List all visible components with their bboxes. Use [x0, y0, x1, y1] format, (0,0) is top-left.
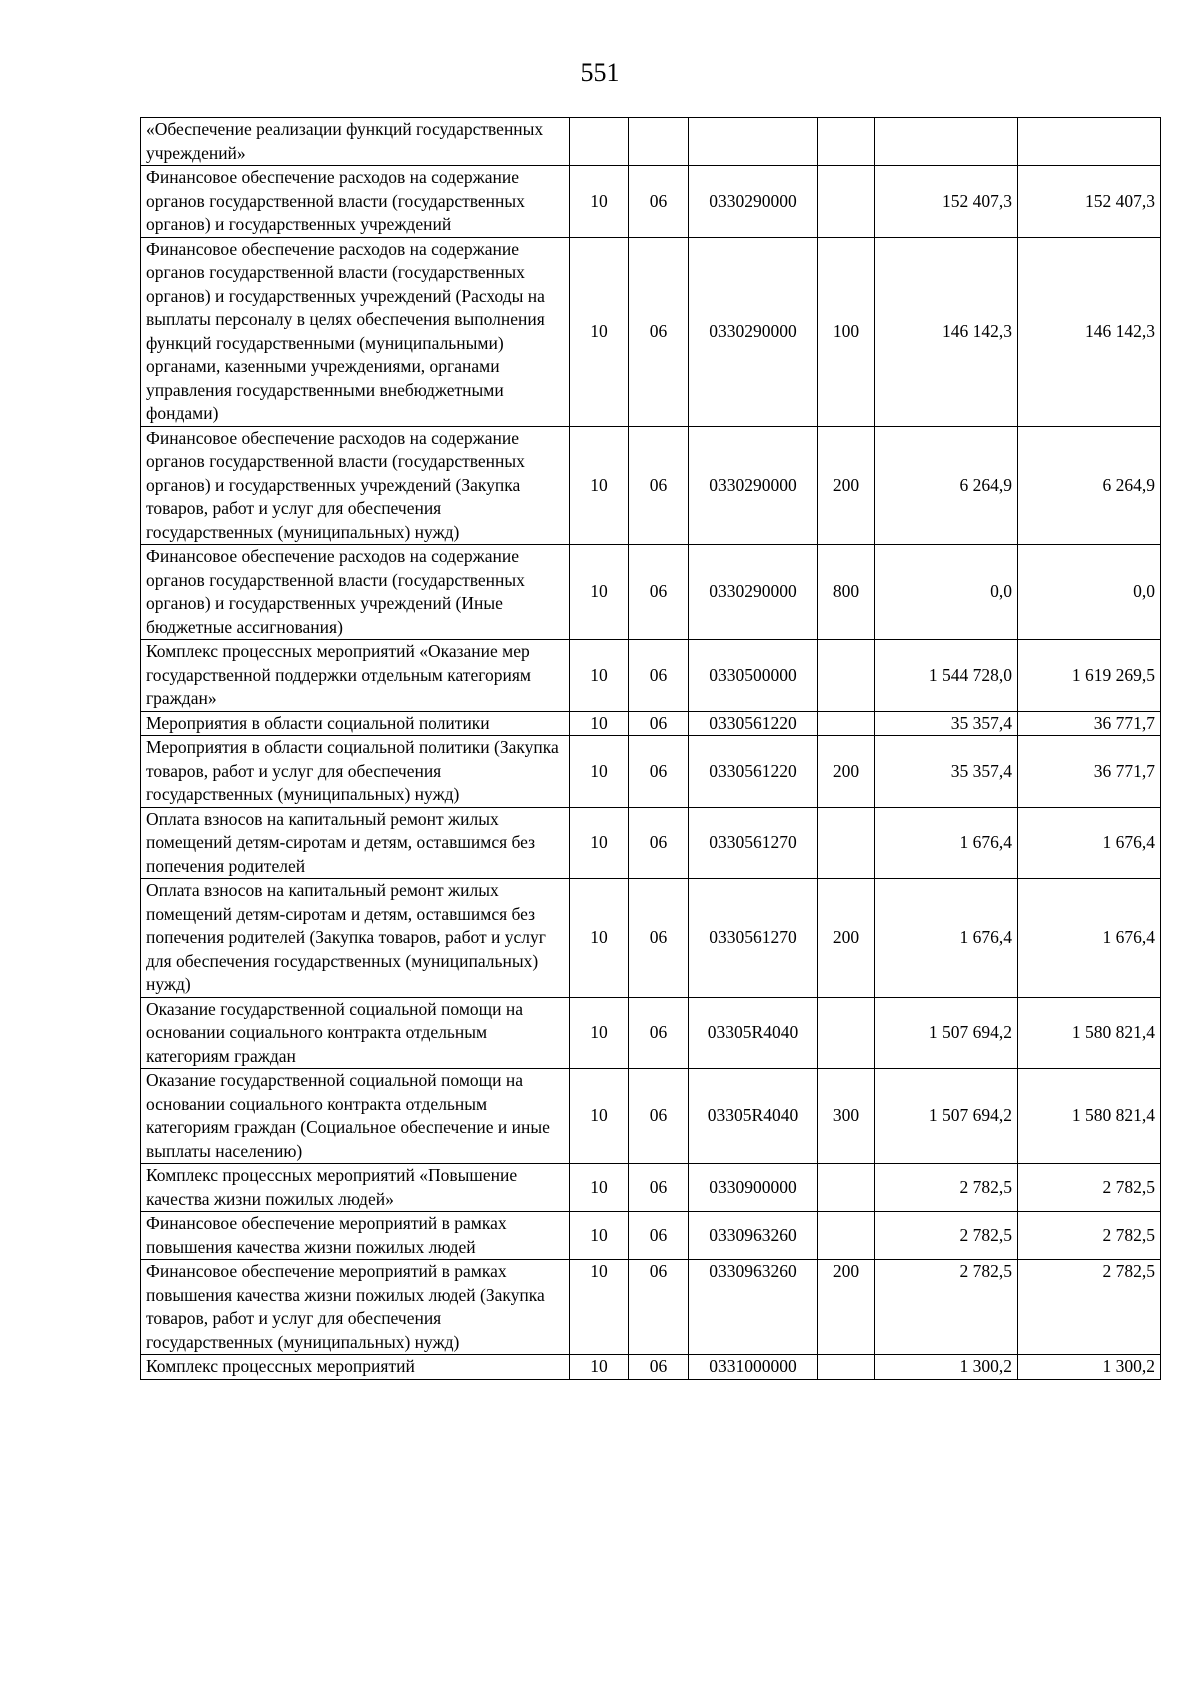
section-code: 10: [570, 545, 629, 640]
target-article-code: 0330963260: [689, 1260, 818, 1355]
row-name: Финансовое обеспечение мероприятий в рамках повышения качества жизни пожилых людей (Закупка товаров, работ и услуг для обеспечения государственных (муниципальных) нужд): [141, 1260, 570, 1355]
row-name: «Обеспечение реализации функций государственных учреждений»: [141, 118, 570, 166]
amount-year-1: 1 676,4: [875, 807, 1018, 879]
expense-type-code: 100: [818, 237, 875, 426]
amount-year-2: 2 782,5: [1018, 1164, 1161, 1212]
target-article-code: [689, 118, 818, 166]
target-article-code: 0330290000: [689, 426, 818, 545]
amount-year-1: 146 142,3: [875, 237, 1018, 426]
target-article-code: 0330561270: [689, 807, 818, 879]
subsection-code: 06: [629, 1260, 689, 1355]
subsection-code: 06: [629, 736, 689, 808]
row-name: Комплекс процессных мероприятий «Повышение качества жизни пожилых людей»: [141, 1164, 570, 1212]
table-row: [141, 879, 1161, 998]
row-name: Мероприятия в области социальной политики (Закупка товаров, работ и услуг для обеспечения государственных (муниципальных) нужд): [141, 736, 570, 808]
amount-year-2: 152 407,3: [1018, 166, 1161, 238]
row-name: Комплекс процессных мероприятий «Оказание мер государственной поддержки отдельным категориям граждан»: [141, 640, 570, 712]
table-row: [141, 736, 1161, 808]
amount-year-2: 1 619 269,5: [1018, 640, 1161, 712]
subsection-code: 06: [629, 711, 689, 736]
section-code: 10: [570, 640, 629, 712]
amount-year-1: 35 357,4: [875, 736, 1018, 808]
section-code: 10: [570, 237, 629, 426]
row-name: Финансовое обеспечение расходов на содержание органов государственной власти (государственных органов) и государственных учреждений (Расходы на выплаты персоналу в целях обеспечения выполнения функций государственными (муниципальными) органами, казенными учреждениями, органами управления государственными внебюджетными фондами): [141, 237, 570, 426]
section-code: 10: [570, 1260, 629, 1355]
section-code: 10: [570, 1069, 629, 1164]
table-row: [141, 1212, 1161, 1260]
amount-year-1: 0,0: [875, 545, 1018, 640]
amount-year-2: 2 782,5: [1018, 1212, 1161, 1260]
amount-year-1: 152 407,3: [875, 166, 1018, 238]
expense-type-code: [818, 997, 875, 1069]
row-name: Финансовое обеспечение расходов на содержание органов государственной власти (государственных органов) и государственных учреждений (Закупка товаров, работ и услуг для обеспечения государственных (муниципальных) нужд): [141, 426, 570, 545]
target-article-code: 0330500000: [689, 640, 818, 712]
amount-year-1: 1 544 728,0: [875, 640, 1018, 712]
section-code: 10: [570, 736, 629, 808]
subsection-code: 06: [629, 1164, 689, 1212]
subsection-code: 06: [629, 237, 689, 426]
amount-year-2: 2 782,5: [1018, 1260, 1161, 1355]
amount-year-1: 2 782,5: [875, 1212, 1018, 1260]
table-row: [141, 711, 1161, 736]
table-row: [141, 118, 1161, 166]
target-article-code: 0330561270: [689, 879, 818, 998]
target-article-code: 03305R4040: [689, 1069, 818, 1164]
table-row: [141, 545, 1161, 640]
target-article-code: 0330561220: [689, 711, 818, 736]
row-name: Оказание государственной социальной помощи на основании социального контракта отдельным категориям граждан: [141, 997, 570, 1069]
expense-type-code: 200: [818, 736, 875, 808]
amount-year-2: 1 300,2: [1018, 1355, 1161, 1380]
expense-type-code: [818, 640, 875, 712]
expense-type-code: [818, 166, 875, 238]
table-row: [141, 1260, 1161, 1355]
section-code: 10: [570, 166, 629, 238]
table-body: [141, 118, 1161, 1380]
amount-year-2: 1 580 821,4: [1018, 997, 1161, 1069]
row-name: Финансовое обеспечение мероприятий в рамках повышения качества жизни пожилых людей: [141, 1212, 570, 1260]
amount-year-2: 6 264,9: [1018, 426, 1161, 545]
section-code: 10: [570, 1355, 629, 1380]
target-article-code: 0330290000: [689, 237, 818, 426]
target-article-code: 0330290000: [689, 166, 818, 238]
row-name: Комплекс процессных мероприятий: [141, 1355, 570, 1380]
amount-year-2: 1 580 821,4: [1018, 1069, 1161, 1164]
amount-year-2: 146 142,3: [1018, 237, 1161, 426]
section-code: 10: [570, 997, 629, 1069]
amount-year-2: 1 676,4: [1018, 879, 1161, 998]
amount-year-2: 1 676,4: [1018, 807, 1161, 879]
target-article-code: 0331000000: [689, 1355, 818, 1380]
subsection-code: 06: [629, 879, 689, 998]
page-number: 551: [580, 58, 620, 87]
expense-type-code: 200: [818, 1260, 875, 1355]
target-article-code: 0330900000: [689, 1164, 818, 1212]
amount-year-1: 2 782,5: [875, 1260, 1018, 1355]
amount-year-1: 1 676,4: [875, 879, 1018, 998]
target-article-code: 0330963260: [689, 1212, 818, 1260]
row-name: Мероприятия в области социальной политики: [141, 711, 570, 736]
target-article-code: 0330290000: [689, 545, 818, 640]
section-code: 10: [570, 1212, 629, 1260]
row-name: Финансовое обеспечение расходов на содержание органов государственной власти (государственных органов) и государственных учреждений: [141, 166, 570, 238]
table-row: [141, 237, 1161, 426]
amount-year-1: 1 507 694,2: [875, 1069, 1018, 1164]
table-row: [141, 640, 1161, 712]
expense-type-code: [818, 711, 875, 736]
section-code: 10: [570, 1164, 629, 1212]
amount-year-1: 2 782,5: [875, 1164, 1018, 1212]
expense-type-code: 300: [818, 1069, 875, 1164]
expense-type-code: 200: [818, 879, 875, 998]
table-row: [141, 426, 1161, 545]
amount-year-1: 1 300,2: [875, 1355, 1018, 1380]
amount-year-2: 36 771,7: [1018, 736, 1161, 808]
target-article-code: 03305R4040: [689, 997, 818, 1069]
amount-year-2: [1018, 118, 1161, 166]
expense-type-code: [818, 1212, 875, 1260]
table-row: [141, 997, 1161, 1069]
budget-table: [140, 117, 1161, 1380]
amount-year-2: 36 771,7: [1018, 711, 1161, 736]
amount-year-1: 1 507 694,2: [875, 997, 1018, 1069]
section-code: 10: [570, 807, 629, 879]
row-name: Финансовое обеспечение расходов на содержание органов государственной власти (государственных органов) и государственных учреждений (Иные бюджетные ассигнования): [141, 545, 570, 640]
expense-type-code: [818, 1355, 875, 1380]
expense-type-code: [818, 118, 875, 166]
section-code: 10: [570, 426, 629, 545]
subsection-code: 06: [629, 1212, 689, 1260]
subsection-code: 06: [629, 640, 689, 712]
expense-type-code: 200: [818, 426, 875, 545]
row-name: Оплата взносов на капитальный ремонт жилых помещений детям-сиротам и детям, оставшимся без попечения родителей (Закупка товаров, работ и услуг для обеспечения государственных (муниципальных) нужд): [141, 879, 570, 998]
section-code: 10: [570, 879, 629, 998]
expense-type-code: [818, 1164, 875, 1212]
row-name: Оплата взносов на капитальный ремонт жилых помещений детям-сиротам и детям, оставшимся без попечения родителей: [141, 807, 570, 879]
table-row: [141, 1069, 1161, 1164]
subsection-code: 06: [629, 1069, 689, 1164]
section-code: 10: [570, 711, 629, 736]
subsection-code: 06: [629, 545, 689, 640]
amount-year-1: 35 357,4: [875, 711, 1018, 736]
row-name: Оказание государственной социальной помощи на основании социального контракта отдельным категориям граждан (Социальное обеспечение и иные выплаты населению): [141, 1069, 570, 1164]
amount-year-1: 6 264,9: [875, 426, 1018, 545]
table-row: [141, 1355, 1161, 1380]
subsection-code: [629, 118, 689, 166]
amount-year-1: [875, 118, 1018, 166]
table-row: [141, 807, 1161, 879]
subsection-code: 06: [629, 997, 689, 1069]
expense-type-code: [818, 807, 875, 879]
expense-type-code: 800: [818, 545, 875, 640]
amount-year-2: 0,0: [1018, 545, 1161, 640]
subsection-code: 06: [629, 1355, 689, 1380]
subsection-code: 06: [629, 807, 689, 879]
section-code: [570, 118, 629, 166]
table-row: [141, 166, 1161, 238]
subsection-code: 06: [629, 166, 689, 238]
subsection-code: 06: [629, 426, 689, 545]
target-article-code: 0330561220: [689, 736, 818, 808]
table-row: [141, 1164, 1161, 1212]
